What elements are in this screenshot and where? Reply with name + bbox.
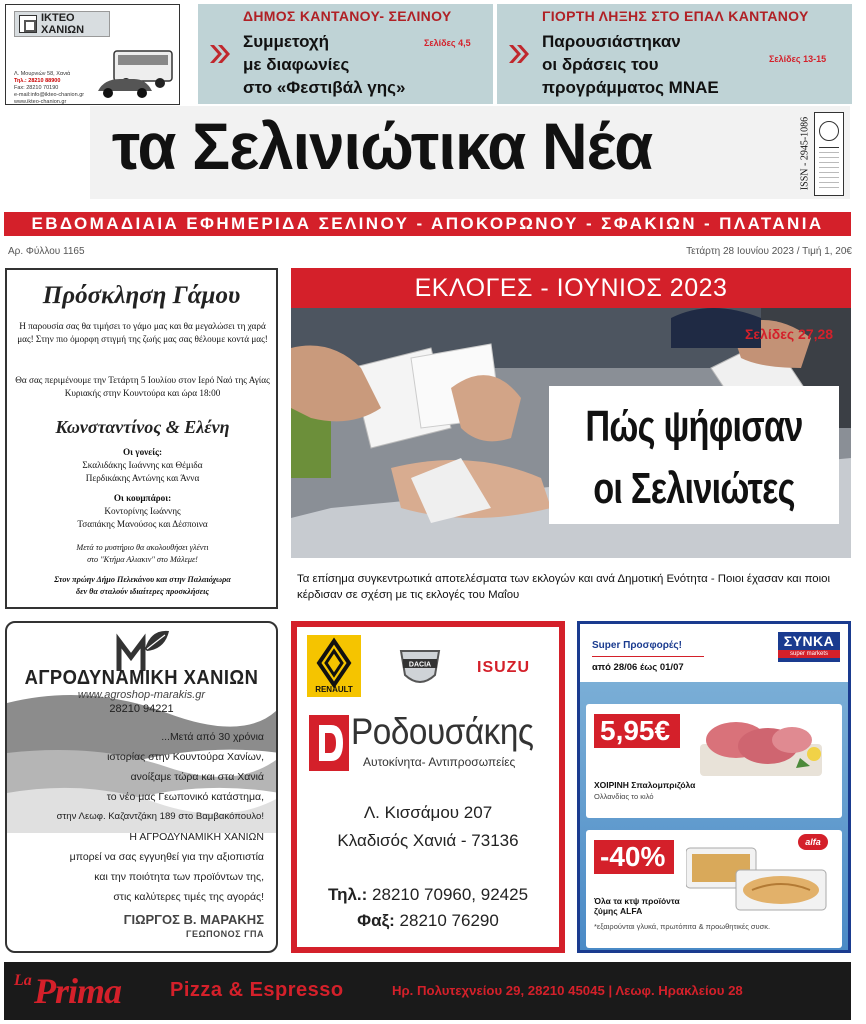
teaser-pages: Σελίδες 4,5 bbox=[424, 38, 471, 48]
parents-line-1: Σκαλιδάκης Ιωάννης και Θέμιδα bbox=[82, 460, 203, 470]
ikteo-web: www.ikteo-chanion.gr bbox=[14, 99, 67, 105]
synka-logo bbox=[778, 632, 840, 662]
teaser-kicker: ΓΙΟΡΤΗ ΛΗΞΗΣ ΣΤΟ ΕΠΑΛ ΚΑΝΤΑΝΟΥ bbox=[542, 8, 809, 24]
offer-2-note: *εξαιρούνται γλυκά, πρωτόπιτα & προωθητικές συσκ. bbox=[594, 922, 771, 931]
ikteo-logo bbox=[14, 11, 110, 37]
agro-description bbox=[14, 727, 264, 907]
agro-line: Η ΑΓΡΟΔΥΝΑΜΙΚΗ ΧΑΝΙΩΝ bbox=[129, 831, 264, 843]
after-line-1: Μετά το μυστήριο θα ακολουθήσει γλέντι bbox=[76, 543, 209, 552]
rodousakis-address-1: Λ. Κισσάμου 207 bbox=[363, 803, 493, 822]
agro-signature-role: ΓΕΩΠΟΝΟΣ ΓΠΑ bbox=[186, 929, 264, 939]
agro-name: ΑΓΡΟΔΥΝΑΜΙΚΗ ΧΑΝΙΩΝ bbox=[24, 667, 259, 689]
wedding-title: Πρόσκληση Γάμου bbox=[42, 282, 241, 309]
tel-label: Τηλ.: bbox=[327, 885, 368, 904]
issue-number: Αρ. Φύλλου 1165 bbox=[8, 246, 85, 257]
ikteo-address: Λ. Μουρνιών 58, Χανιά bbox=[14, 71, 71, 77]
synka-logo-sub: super markets bbox=[778, 650, 840, 658]
teaser-headline-line: στο «Φεστιβάλ γης» bbox=[243, 78, 406, 97]
rodousakis-fax bbox=[297, 911, 559, 931]
agro-line: και την ποιότητα των προϊόντων της, bbox=[94, 871, 264, 883]
agro-phone: 28210 94221 bbox=[109, 703, 174, 715]
synka-offer-1[interactable] bbox=[586, 704, 842, 818]
agro-signature bbox=[124, 913, 264, 941]
election-caption: Τα επίσημα συγκεντρωτικά αποτελέσματα των εκλογών και ανά Δημοτική Ενότητα - Ποιοι έχασαν και ποιοι κέρδισαν σε σχέση με τις εκλογές του Μαΐου bbox=[297, 573, 831, 601]
dacia-label: DACIA bbox=[408, 661, 432, 669]
agro-line: στην Λεωφ. Καζαντζάκη 189 στο Βαμβακόπουλο! bbox=[56, 811, 264, 822]
pork-chops-image bbox=[696, 710, 826, 780]
alfa-pastry-image bbox=[686, 840, 836, 912]
offer-2-product: Όλα τα κτψ προϊόντα ζύμης ALFA bbox=[594, 896, 680, 916]
la-prima-logo: Prima bbox=[34, 971, 122, 1011]
la-prima-address: Ηρ. Πολυτεχνείου 29, 28210 45045 | Λεωφ. Ηρακλείου 28 bbox=[392, 983, 743, 998]
teaser-headline bbox=[542, 30, 719, 99]
wedding-invitation bbox=[5, 268, 278, 609]
ikteo-logo-text-1: ΙΚΤΕΟ bbox=[41, 12, 75, 24]
agro-website[interactable]: www.agroshop-marakis.gr bbox=[77, 689, 206, 701]
after-line-2: στο "Κτήμα Αλιακιν" στο Μάλεμε! bbox=[87, 555, 198, 564]
issue-date-price: Τετάρτη 28 Ιουνίου 2023 / Τιμή 1, 20€ bbox=[686, 246, 852, 257]
election-headline-line-1: Πώς ψήφισαν bbox=[585, 402, 803, 451]
ikteo-logo-text-2: ΧΑΝΙΩΝ bbox=[41, 24, 85, 36]
bus-car-image bbox=[94, 45, 176, 101]
offer-1-product: ΧΟΙΡΙΝΗ Σπαλομπριζόλα bbox=[594, 780, 696, 790]
koumbaroi-label: Οι κουμπάροι: bbox=[113, 493, 172, 503]
ikteo-ad bbox=[5, 4, 180, 105]
teaser-headline-line: με διαφωνίες bbox=[243, 55, 350, 74]
teaser-headline-line: προγράμματος ΜΝΑΕ bbox=[542, 78, 719, 97]
synka-period: από 28/06 έως 01/07 bbox=[592, 662, 684, 673]
wedding-paragraph-2: Θα σας περιμένουμε την Τετάρτη 5 Ιουλίου στον Ιερό Ναό της Αγίας Κυριακής στην Κουντούρα και ώρα 18:00 bbox=[15, 375, 270, 398]
election-pages: Σελίδες 27,28 bbox=[745, 326, 834, 342]
agrodynamiki-ad[interactable] bbox=[5, 621, 278, 953]
double-chevron-right-icon bbox=[208, 42, 232, 66]
la-prima-logo-la: La bbox=[14, 972, 32, 989]
synka-rule bbox=[592, 656, 704, 657]
synka-offer-2[interactable] bbox=[586, 830, 842, 948]
rodousakis-tel bbox=[297, 885, 559, 905]
isuzu-logo: ISUZU bbox=[477, 659, 530, 676]
synka-logo-text: ΣΥΝΚΑ bbox=[783, 633, 835, 649]
teaser-headline bbox=[243, 30, 405, 99]
agro-line: ...Μετά από 30 χρόνια bbox=[161, 731, 264, 743]
teaser-headline-line: οι δράσεις του bbox=[542, 55, 659, 74]
double-chevron-right-icon bbox=[507, 42, 531, 66]
rodousakis-address-2: Κλαδισός Χανιά - 73136 bbox=[337, 831, 519, 850]
election-headline-box bbox=[549, 386, 839, 524]
renault-label: RENAULT bbox=[315, 685, 353, 694]
newspaper-title: τα Σελινιώτικα Νέα bbox=[112, 109, 653, 183]
koumbaroi-line-2: Τσαπάκης Μανούσος και Δέσποινα bbox=[77, 519, 208, 529]
teaser-headline-line: Παρουσιάστηκαν bbox=[542, 32, 681, 51]
synka-ad[interactable] bbox=[577, 621, 851, 953]
tagline-bar bbox=[4, 212, 851, 236]
teaser-epal[interactable] bbox=[497, 4, 852, 104]
wedding-paragraph-1: Η παρουσία σας θα τιμήσει το γάμο μας και θα μεγαλώσει τη χαρά μας! Στην πιο όμορφη στιγμή της ζωής μας σας θέλουμε κοντά μας! bbox=[17, 321, 268, 344]
election-header bbox=[291, 268, 851, 308]
synka-super-offers: Super Προσφορές! bbox=[592, 640, 682, 651]
teaser-festival[interactable] bbox=[198, 4, 493, 104]
agro-line: ανοίξαμε τώρα και στα Χανιά bbox=[130, 771, 264, 783]
tagline: ΕΒΔΟΜΑΔΙΑΙΑ ΕΦΗΜΕΡΙΔΑ ΣΕΛΙΝΟΥ - ΑΠΟΚΟΡΩΝΟΥ - ΣΦΑΚΙΩΝ - ΠΛΑΤΑΝΙΑ bbox=[31, 214, 824, 233]
teaser-headline-line: Συμμετοχή bbox=[243, 32, 330, 51]
tel-number: 28210 70960, 92425 bbox=[367, 885, 529, 904]
agro-line: στις καλύτερες τιμές της αγοράς! bbox=[113, 891, 264, 903]
agro-line: μπορεί να σας εγγυηθεί για την αξιοπιστία bbox=[69, 851, 264, 863]
election-feature[interactable] bbox=[291, 268, 851, 609]
issn-text: ISSN - 2945-1086 bbox=[799, 116, 811, 191]
rodousakis-subtitle: Αυτοκίνητα- Αντιπροσωπείες bbox=[363, 755, 516, 769]
offer-1-price: 5,95€ bbox=[594, 714, 680, 748]
teaser-pages: Σελίδες 13-15 bbox=[769, 54, 827, 64]
offer-1-note: Ολλανδίας το κιλό bbox=[594, 792, 654, 801]
dacia-logo-icon bbox=[397, 647, 443, 689]
seal-lines bbox=[819, 147, 839, 191]
note-line-2: δεν θα σταλούν ιδιαίτερες προσκλήσεις bbox=[75, 587, 210, 596]
ikteo-contact bbox=[14, 71, 104, 106]
note-line-1: Στον πρώην Δήμο Πελεκάνου και στην Παλαιόχωρα bbox=[54, 575, 231, 584]
wedding-couple: Κωνσταντίνος & Ελένη bbox=[55, 417, 230, 437]
parents-label: Οι γονείς: bbox=[123, 447, 162, 457]
ikteo-logo-icon bbox=[19, 15, 37, 33]
teaser-kicker: ΔΗΜΟΣ ΚΑΝΤΑΝΟΥ- ΣΕΛΙΝΟΥ bbox=[243, 8, 452, 24]
publisher-seal bbox=[814, 112, 844, 196]
seal-icon bbox=[819, 121, 839, 141]
la-prima-ad[interactable] bbox=[4, 962, 851, 1020]
koumbaroi-line-1: Κοντορίνης Ιωάννης bbox=[104, 506, 181, 516]
rodousakis-name: Ροδουσάκης bbox=[351, 711, 534, 752]
election-headline-line-2: οι Σελινιώτες bbox=[593, 464, 795, 513]
masthead bbox=[90, 106, 850, 199]
agro-signature-name: ΓΙΩΡΓΟΣ Β. ΜΑΡΑΚΗΣ bbox=[123, 912, 264, 927]
parents-line-2: Περδικάκης Αντώνης και Άννα bbox=[85, 473, 200, 483]
la-prima-tagline: Pizza & Espresso bbox=[170, 979, 344, 1001]
ikteo-email: e-mail:info@ikteo-chanion.gr bbox=[14, 92, 85, 98]
agro-line: το νέο μας Γεωπονικό κατάστημα, bbox=[106, 791, 264, 803]
ikteo-fax: Fax: 28210 70190 bbox=[14, 85, 59, 91]
alfa-logo: alfa bbox=[798, 834, 828, 850]
rodousakis-logo-icon bbox=[309, 715, 349, 771]
offer-2-price: -40% bbox=[594, 840, 674, 874]
fax-label: Φαξ: bbox=[357, 911, 395, 930]
fax-number: 28210 76290 bbox=[394, 911, 499, 930]
issn bbox=[795, 114, 809, 196]
election-header-text: ΕΚΛΟΓΕΣ - ΙΟΥΝΙΟΣ 2023 bbox=[414, 273, 728, 302]
agro-line: ιστορίας στην Κουντούρα Χανίων, bbox=[107, 751, 264, 763]
ikteo-tel: Τηλ.: 28210 88900 bbox=[14, 78, 61, 84]
rodousakis-ad[interactable] bbox=[291, 621, 565, 953]
